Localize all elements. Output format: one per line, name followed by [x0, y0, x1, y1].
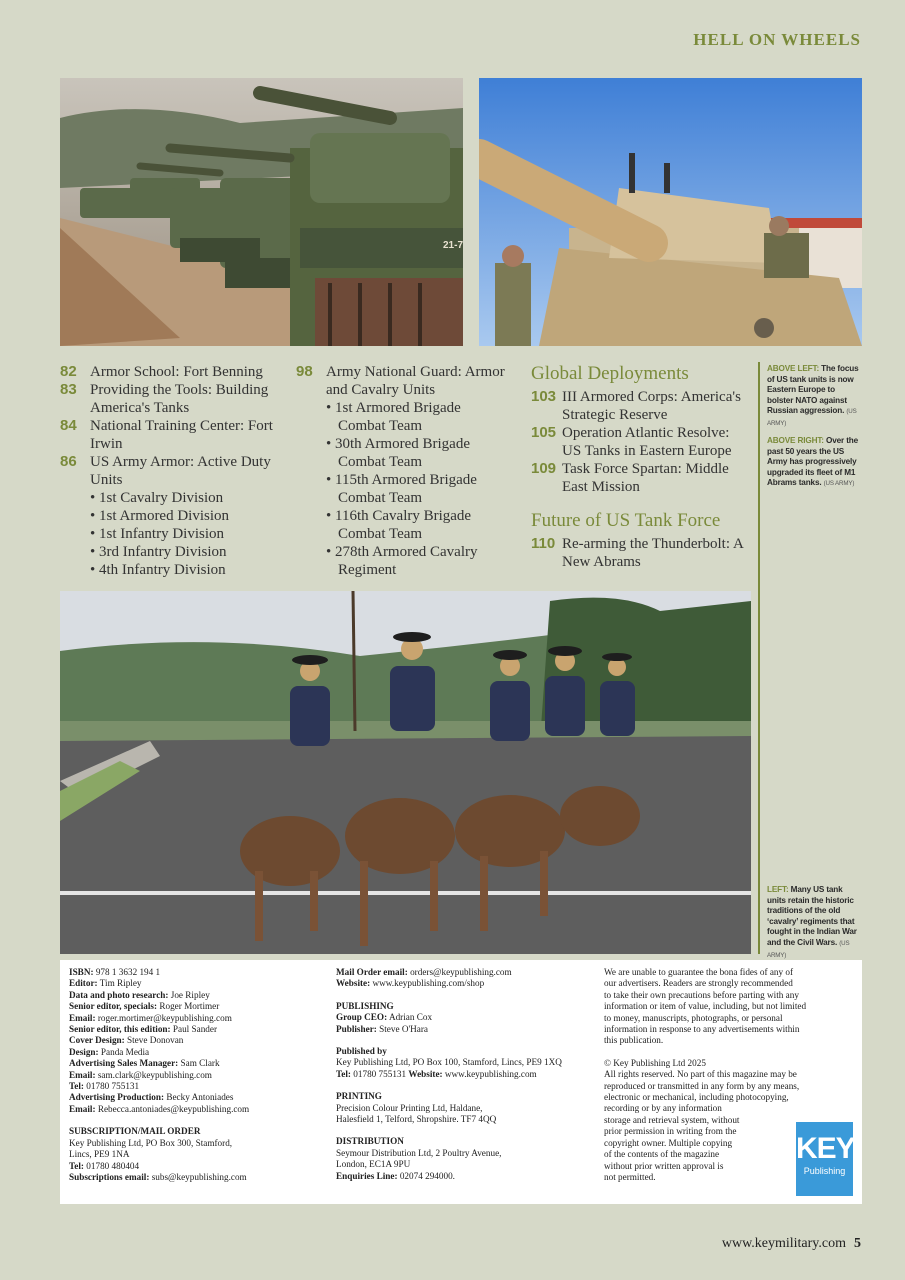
- logo-word: KEY: [796, 1132, 855, 1165]
- caption-label: ABOVE LEFT:: [767, 364, 820, 373]
- page-number: 86: [60, 453, 77, 470]
- section-heading-global-deployments: Global Deployments: [531, 363, 689, 384]
- subunit-item: • 1st Armored Division: [90, 507, 280, 525]
- entry-title: Providing the Tools: Building America's Tanks: [90, 382, 269, 416]
- imprint-label: Data and photo research:: [69, 989, 169, 1000]
- distributor-address: London, EC1A 9PU: [336, 1159, 411, 1170]
- photo-cavalry: [60, 591, 751, 954]
- copyright-line: copyright owner. Multiple copying: [604, 1137, 733, 1148]
- imprint-value: 01780 755131: [86, 1081, 140, 1092]
- website-link[interactable]: www.keypublishing.com/shop: [372, 978, 485, 989]
- page-number: 103: [531, 388, 557, 405]
- imprint-value: Joe Ripley: [170, 989, 210, 1000]
- subscription-address: Key Publishing Ltd, PO Box 300, Stamford,: [69, 1137, 233, 1148]
- copyright-line: prior permission in writing from the: [604, 1126, 737, 1137]
- imprint-staff-column: [69, 967, 324, 1183]
- contents-entry[interactable]: [60, 417, 280, 453]
- caption-above-right: [767, 436, 863, 490]
- email-link[interactable]: roger.mortimer@keypublishing.com: [97, 1012, 232, 1023]
- entry-title: National Training Center: Fort Irwin: [90, 418, 273, 452]
- copyright-line: electronic or mechanical, including photocopying,: [604, 1092, 789, 1103]
- caption-divider: [758, 362, 760, 954]
- imprint-value: 02074 294000.: [399, 1170, 455, 1181]
- caption-text: Over the past 50 years the US Army has progressively upgraded its fleet of M1 Abrams tanks.: [767, 436, 859, 488]
- key-publishing-logo[interactable]: [796, 1122, 853, 1196]
- contents-column-3: [531, 363, 746, 571]
- subunit-item: • 30th Armored Brigade Combat Team: [326, 435, 486, 471]
- entry-title: US Army Armor: Active Duty Units: [90, 454, 271, 488]
- imprint-value: 01780 480404: [86, 1160, 140, 1171]
- copyright-line: All rights reserved. No part of this magazine may be: [604, 1069, 797, 1080]
- photo-abrams-tank: [479, 78, 862, 346]
- imprint-label: Publisher:: [336, 1023, 377, 1034]
- isbn: 978 1 3632 194 1: [95, 967, 161, 977]
- subunit-item: • 1st Armored Brigade Combat Team: [326, 399, 486, 435]
- caption-label: ABOVE RIGHT:: [767, 436, 824, 445]
- subunit-item: • 116th Cavalry Brigade Combat Team: [326, 507, 486, 543]
- imprint-label: Group CEO:: [336, 1012, 388, 1023]
- imprint-label: ISBN:: [69, 967, 94, 977]
- imprint-value: Paul Sander: [172, 1024, 218, 1035]
- imprint-label: Senior editor, this edition:: [69, 1024, 171, 1035]
- copyright-line: not permitted.: [604, 1171, 656, 1182]
- entry-title: Armor School: Fort Benning: [90, 364, 263, 380]
- email-link[interactable]: subs@keypublishing.com: [151, 1171, 247, 1182]
- contents-entry[interactable]: [60, 453, 280, 489]
- copyright-line: recording or by any information: [604, 1103, 722, 1114]
- section-title: HELL ON WHEELS: [693, 30, 861, 49]
- copyright-line: of the contents of the magazine: [604, 1149, 720, 1160]
- caption-left: [767, 885, 863, 961]
- publishing-heading: PUBLISHING: [336, 1000, 394, 1011]
- entry-title: Re-arming the Thunderbolt: A New Abrams: [562, 536, 743, 570]
- imprint-label: Tel:: [69, 1160, 84, 1171]
- disclaimer-line: information or item of value, including, but not limited: [604, 1001, 807, 1012]
- logo-subtext: Publishing: [803, 1166, 846, 1176]
- contents-column-2: [296, 363, 516, 579]
- imprint-value: Tim Ripley: [99, 978, 142, 989]
- distribution-heading: DISTRIBUTION: [336, 1136, 404, 1147]
- page-number: 83: [60, 381, 77, 398]
- publisher-address: Key Publishing Ltd, PO Box 100, Stamford, Lincs, PE9 1XQ: [336, 1057, 562, 1068]
- subunit-item: • 1st Cavalry Division: [90, 489, 280, 507]
- subscription-address: Lincs, PE9 1NA: [69, 1149, 130, 1160]
- copyright-line: © Key Publishing Ltd 2025: [604, 1057, 706, 1068]
- footer-url[interactable]: www.keymilitary.com: [721, 1236, 846, 1251]
- disclaimer-line: We are unable to guarantee the bona fides of any of: [604, 967, 794, 977]
- imprint-value: 01780 755131: [353, 1068, 407, 1079]
- subunit-list: [90, 489, 280, 579]
- published-by-heading: Published by: [336, 1046, 387, 1057]
- entry-title: Operation Atlantic Resolve: US Tanks in Eastern Europe: [562, 425, 732, 459]
- imprint-publishing-column: [336, 967, 596, 1182]
- imprint-label: Cover Design:: [69, 1035, 125, 1046]
- imprint-label: Senior editor, specials:: [69, 1001, 158, 1012]
- page-number: 98: [296, 363, 313, 380]
- printer-address: Halesfield 1, Telford, Shropshire. TF7 4QQ: [336, 1114, 497, 1125]
- contents-entry[interactable]: [531, 388, 746, 424]
- caption-above-left: [767, 364, 863, 430]
- entry-title: Army National Guard: Armor and Cavalry Units: [326, 364, 505, 398]
- email-link[interactable]: sam.clark@keypublishing.com: [97, 1069, 212, 1080]
- imprint-label: Tel:: [69, 1081, 84, 1092]
- page-number: 110: [531, 535, 556, 552]
- imprint-label: Subscriptions email:: [69, 1171, 150, 1182]
- entry-title: Task Force Spartan: Middle East Mission: [562, 461, 729, 495]
- photo-tank-column: [60, 78, 463, 346]
- imprint-label: Website:: [408, 1068, 443, 1079]
- contents-entry[interactable]: [296, 363, 516, 399]
- imprint-box: [60, 960, 862, 1204]
- imprint-label: Email:: [69, 1103, 96, 1114]
- distributor-address: Seymour Distribution Ltd, 2 Poultry Avenue,: [336, 1147, 502, 1158]
- disclaimer-line: our advertisers. Readers are strongly recommended: [604, 978, 793, 989]
- imprint-label: Enquiries Line:: [336, 1170, 398, 1181]
- copyright-line: without prior written approval is: [604, 1160, 724, 1171]
- contents-entry[interactable]: [60, 381, 280, 417]
- contents-entry[interactable]: [531, 424, 746, 460]
- imprint-value: Steve Donovan: [127, 1035, 184, 1046]
- page-number: 84: [60, 417, 77, 434]
- caption-text: Many US tank units retain the historic traditions of the old ‘cavalry’ regiments that fought in the Indian War and the Civil Wars.: [767, 885, 857, 947]
- imprint-label: Design:: [69, 1046, 99, 1057]
- disclaimer-line: information in response to any advertisements within: [604, 1024, 800, 1035]
- page-number: 82: [60, 363, 77, 380]
- imprint-value: Becky Antoniades: [166, 1092, 234, 1103]
- subunit-item: • 3rd Infantry Division: [90, 543, 280, 561]
- page-number: 109: [531, 460, 557, 477]
- subunit-list: [326, 399, 486, 579]
- imprint-label: Mail Order email:: [336, 967, 408, 977]
- imprint-label: Email:: [69, 1012, 96, 1023]
- imprint-value: Panda Media: [100, 1046, 150, 1057]
- contents-entry[interactable]: [531, 460, 746, 496]
- disclaimer-line: this publication.: [604, 1035, 664, 1046]
- subunit-item: • 1st Infantry Division: [90, 525, 280, 543]
- subunit-item: • 278th Armored Cavalry Regiment: [326, 543, 486, 579]
- printing-heading: PRINTING: [336, 1091, 382, 1102]
- printer-address: Precision Colour Printing Ltd, Haldane,: [336, 1102, 483, 1113]
- imprint-label: Editor:: [69, 978, 98, 989]
- subunit-item: • 4th Infantry Division: [90, 561, 280, 579]
- caption-credit: (US ARMY): [823, 480, 855, 488]
- imprint-label: Email:: [69, 1069, 96, 1080]
- imprint-label: Advertising Sales Manager:: [69, 1058, 179, 1069]
- copyright-line: storage and retrieval system, without: [604, 1114, 740, 1125]
- subunit-item: • 115th Armored Brigade Combat Team: [326, 471, 486, 507]
- disclaimer-line: to money, manuscripts, photographs, or personal: [604, 1012, 783, 1023]
- caption-credit: (US ARMY): [767, 939, 850, 959]
- imprint-value: Steve O'Hara: [379, 1023, 428, 1034]
- copyright-line: reproduced or transmitted in any form by any means,: [604, 1080, 800, 1091]
- subscription-heading: SUBSCRIPTION/MAIL ORDER: [69, 1126, 201, 1137]
- caption-label: LEFT:: [767, 885, 789, 894]
- caption-credit: (US ARMY): [767, 408, 857, 427]
- section-heading-future: Future of US Tank Force: [531, 510, 721, 531]
- contents-entry[interactable]: [60, 363, 280, 381]
- entry-title: III Armored Corps: America's Strategic Reserve: [562, 389, 741, 423]
- imprint-value: Sam Clark: [180, 1058, 220, 1069]
- imprint-value: Adrian Cox: [388, 1012, 433, 1023]
- contents-entry[interactable]: [531, 535, 746, 571]
- email-link[interactable]: orders@keypublishing.com: [410, 967, 512, 977]
- imprint-label: Tel:: [336, 1068, 351, 1079]
- page-footer: [722, 1236, 861, 1252]
- caption-text: The focus of US tank units is now Eastern Europe to bolster NATO against Russian aggression.: [767, 364, 859, 416]
- disclaimer-line: to take their own precautions before parting with any: [604, 989, 799, 1000]
- imprint-label: Advertising Production:: [69, 1092, 165, 1103]
- email-link[interactable]: Rebecca.antoniades@keypublishing.com: [97, 1103, 250, 1114]
- page-number-footer: 5: [854, 1236, 861, 1251]
- imprint-value: Roger Mortimer: [159, 1001, 220, 1012]
- page-number: 105: [531, 424, 557, 441]
- website-link[interactable]: www.keypublishing.com: [444, 1068, 537, 1079]
- tank-number: 21-7: [443, 240, 463, 251]
- contents-column-1: [60, 363, 280, 579]
- imprint-label: Website:: [336, 978, 371, 989]
